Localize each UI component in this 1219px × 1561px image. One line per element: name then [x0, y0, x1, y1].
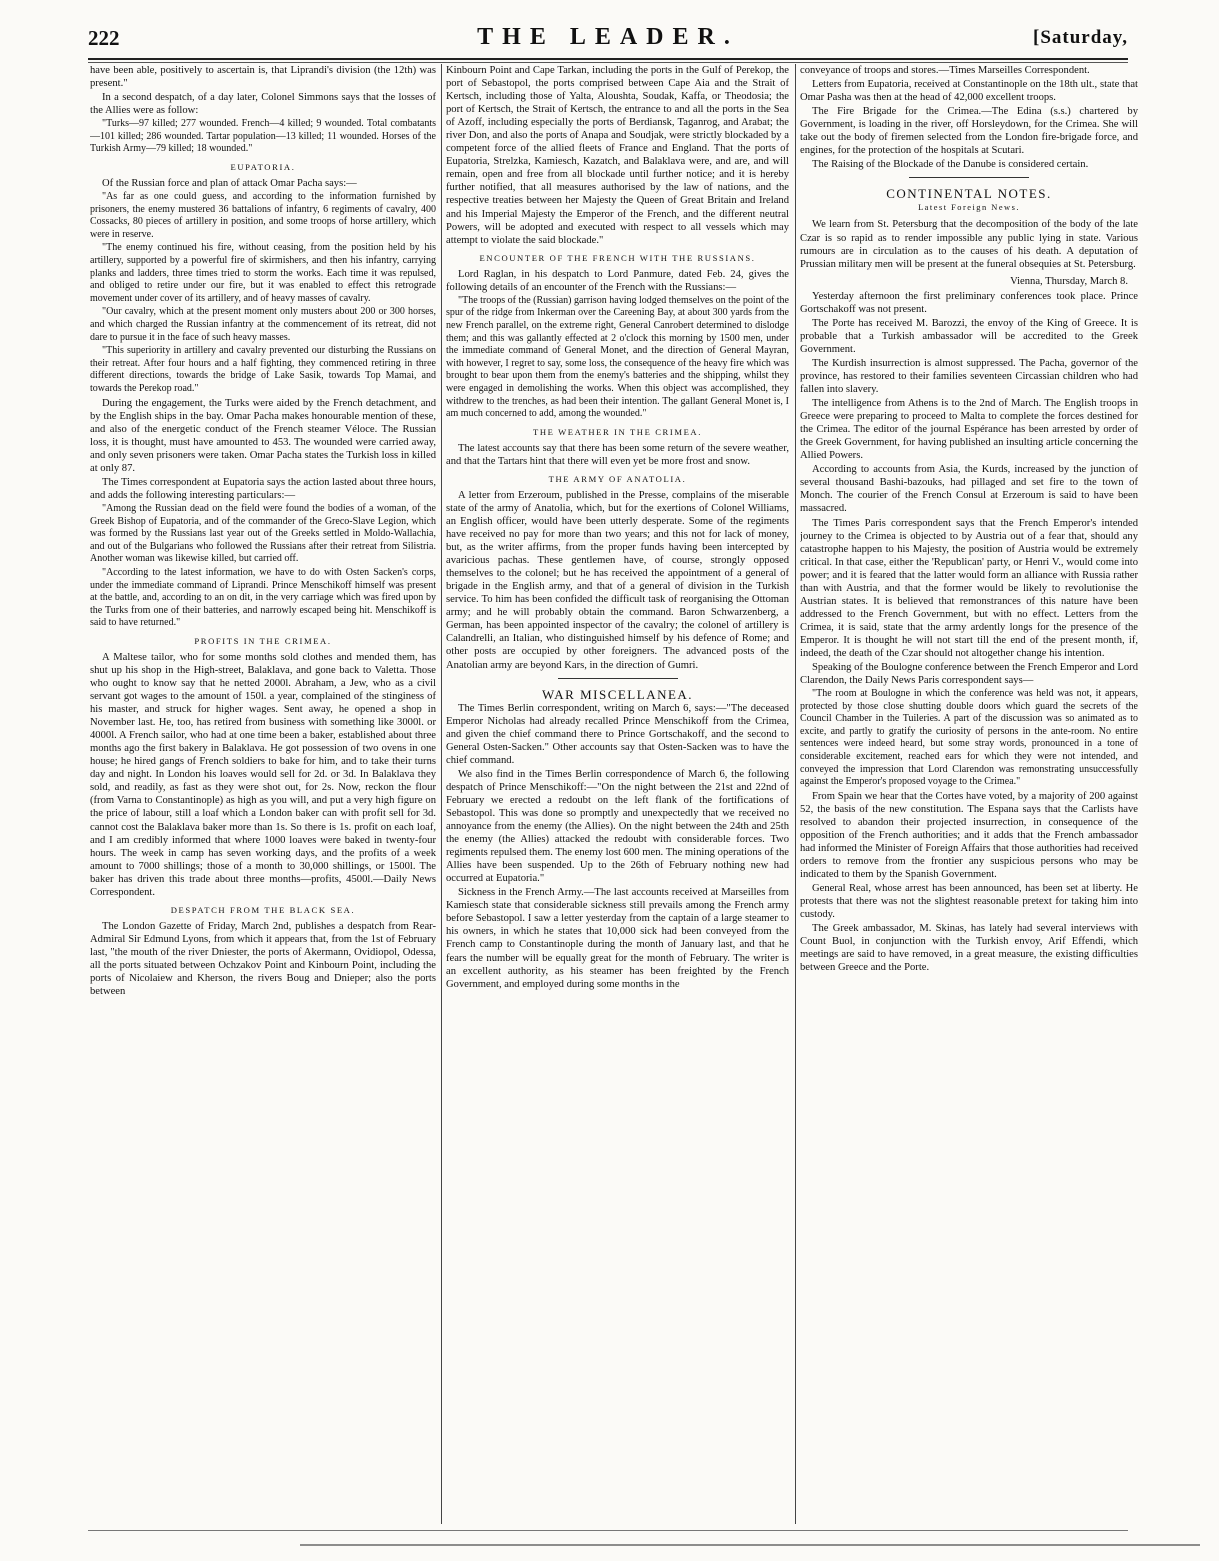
quote: "Turks—97 killed; 277 wounded. French—4 killed; 9 wounded. Total combatants—101 killed; 286 wounded. Tartar population—13 killed; 11 wounded. Horses of the Turkish Army—79 killed; 18 wounded." — [90, 118, 436, 155]
page-number: 222 — [88, 26, 120, 50]
column-2 — [446, 64, 789, 1504]
quote: "As far as one could guess, and according to the information furnished by prisoners, the enemy mustered 36 battalions of infantry, 6 regiments of cavalry, 400 Cossacks, 80 pieces of artillery in position, and some troops of horse artillery, which were in reserve. — [90, 191, 436, 240]
paragraph: Kinbourn Point and Cape Tarkan, including the ports in the Gulf of Perekop, the port of Sebastopol, the ports comprised between Cape Aia and the Strait of Kertsch, including those of Yalta, Aloushta, Soudak, Kaffa, or Theodosia; the port of Kertsch, the Strait of Kertsch, the entrance to and all the ports in the Sea of Azoff, including especially the ports of Berdiansk, Taganrog, and Arabat; the river Don, and also the ports of Anapa and Soudjak, were strictly blockaded by a competent force of the allied fleets of France and England. That the ports of Eupatoria, Strelzka, Kamiesch, Kazatch, and Balaklava were, and are, and will remain, open and free from all blockade until further notice; and it is hereby further notified, that all measures authorised by the law of nations, and the respective treaties between her Majesty the Queen of Great Britain and Ireland and his Imperial Majesty the Emperor of the French, and the different neutral Powers, will be adopted and executed with respect to all vessels which may attempt to violate the said blockade." — [446, 65, 789, 246]
column-3 — [800, 64, 1138, 1504]
header-rule — [88, 58, 1128, 60]
section-heading: DESPATCH FROM THE BLACK SEA. — [170, 904, 356, 915]
paragraph: We learn from St. Petersburg that the decomposition of the body of the late Czar is so rapid as to render impossible any public lying in state. Various rumours are in circulation as to the causes of his death. A deputation of Prussian military men will be present at the funeral obsequies at St. Petersburg. — [800, 219, 1138, 270]
quote: "Among the Russian dead on the field were found the bodies of a woman, of the Greek Bishop of Eupatoria, and of the commander of the Greco-Slave Legion, which was formed by the Russians last year out of the Greeks settled in Moldo-Wallachia, and out of the Bulgarians who followed the Russians after their retreat from Silistria. Another woman was likewise killed, but carried off. — [90, 502, 436, 565]
section-heading: THE ARMY OF ANATOLIA. — [548, 473, 687, 484]
column-1 — [90, 64, 436, 1504]
section-heading: ENCOUNTER OF THE FRENCH WITH THE RUSSIANS. — [479, 252, 756, 263]
footer-rule — [88, 1530, 1128, 1531]
masthead-title: THE LEADER. — [477, 24, 739, 50]
section-divider — [558, 678, 678, 679]
paragraph: The Kurdish insurrection is almost suppressed. The Pacha, governor of the province, has restored to their families seventeen Circassian children who had fallen into slavery. — [800, 357, 1138, 396]
paragraph: have been able, positively to ascertain is, that Liprandi's division (the 12th) was present." — [90, 65, 436, 90]
quote: "Our cavalry, which at the present moment only musters about 200 or 300 horses, and which charged the Russian infantry at the commencement of its retreat, did not dare to pursue it in the face of such heavy masses. — [90, 306, 436, 343]
paragraph: Yesterday afternoon the first preliminary conferences took place. Prince Gortschakoff was not present. — [800, 290, 1138, 315]
section-heading: PROFITS IN THE CRIMEA. — [194, 635, 332, 646]
paragraph: According to accounts from Asia, the Kurds, increased by the junction of several thousand Bashi-bazouks, had pillaged and set fire to the town of Monch. The courier of the French Consul at Erzeroum is said to have been massacred. — [800, 464, 1138, 515]
paragraph: The Times Paris correspondent says that the French Emperor's intended journey to the Crimea is objected to by Austria out of a fear that, should any catastrophe happen to his Majesty, the position of Austria would be extremely critical. In that case, either the 'Republican' party, or Henri V., would come into power; and it is feared that the latter would form an alliance with Russia rather than with Austria, and that the former would be likely to revolutionise the Austrian states. It is believed that remonstrances of this nature have been addressed to the French Government, but with no effect. Letters from the Crimea, it is said, state that the army ardently longs for the presence of the Emperor. It is thought he will not start till the end of the present month, if, indeed, the death of the Czar should not altogether change his intention. — [800, 517, 1138, 659]
paragraph: conveyance of troops and stores.—Times Marseilles Correspondent. — [800, 65, 1090, 76]
dateline: Vienna, Thursday, March 8. — [1010, 275, 1128, 287]
paragraph: The Raising of the Blockade of the Danube is considered certain. — [812, 159, 1089, 171]
paragraph: We also find in the Times Berlin correspondence of March 6, the following despatch of Prince Menschikoff:—"On the night between the 21st and 22nd of February we erected a redoubt on the left flank of the fortifications of Sebastopol. This was done so promptly and unexpectedly that we received no annoyance from the enemy (the Allies). On the night between the 24th and 25th the enemy (the Allies) attacked the redoubt with considerable forces. Two regiments repulsed them. The enemy lost 600 men. The mining operations of the Allies have been suspended. Up to the 26th of February nothing new had occurred at Eupatoria." — [446, 768, 789, 885]
paragraph: The Times correspondent at Eupatoria says the action lasted about three hours, and adds the following interesting particulars:— — [90, 476, 436, 501]
quote: "This superiority in artillery and cavalry prevented our disturbing the Russians on their retreat. After four hours and a half fighting, they commenced retiring in three different directions, towards the bridge of Lake Sasik, towards Top Mamai, and towards the Perekop road." — [90, 345, 436, 394]
paragraph: Letters from Eupatoria, received at Constantinople on the 18th ult., state that Omar Pasha was then at the head of 42,000 excellent troops. — [800, 79, 1138, 104]
paragraph: The latest accounts say that there has been some return of the severe weather, and that the Tartars hint that there will even yet be more frost and snow. — [446, 442, 789, 467]
section-title: WAR MISCELLANEA. — [541, 686, 694, 702]
paragraph: The Times Berlin correspondent, writing on March 6, says:—"The deceased Emperor Nicholas had already recalled Prince Menschikoff from the Crimea, and given the chief command there to Prince Gortschakoff, and the second to General Osten-Sacken." Other accounts say that Osten-Sacken was to have the chief command. — [446, 702, 789, 766]
section-title: CONTINENTAL NOTES. — [886, 186, 1052, 202]
paragraph: The London Gazette of Friday, March 2nd, publishes a despatch from Rear-Admiral Sir Edmund Lyons, from which it appears that, from the 1st of February last, "the mouth of the river Dniester, the ports of Akermann, Ovidiopol, Odessa, all the ports situated between Ochzakov Point and Kinbourn Point, including the ports of Nicolaiew and Kherson, the rivers Boug and Dnieper; also the ports between — [90, 920, 436, 998]
issue-date: [Saturday, — [1033, 27, 1128, 48]
footer-rule-thick — [300, 1544, 1200, 1546]
section-subtitle: Latest Foreign News. — [918, 203, 1020, 213]
paragraph: A Maltese tailor, who for some months sold clothes and mended them, has shut up his shop in the High-street, Balaklava, and gone back to Valetta. Those who ought to know say that he netted 2000l. Abraham, a Jew, who as a civil servant got wages to the amount of 150l. a year, complained of the stinginess of his master, and struck for higher wages. Sent away, he opened a shop in November last. He, too, has retired from business with something like 3000l. or 4000l. A French sailor, who had at one time been a baker, established about three months ago the first bakery in Balaklava. He got possession of two ovens in one house; he hired gangs of French soldiers to bake for him, and to take their turns day and night. In London his loaves would sell for 2d. or 3d. In Balaklava they sold, and readily, as fast as they were shot out, for 2s. Now, reckon the flour (from Varna to Constantinople) as high as you will, and put a very high figure on the price of labour, still a loaf which a London baker can with profit sell for 3d. cannot cost the Balaklava baker more than 1s. So there is 1s. profit on each loaf, and I am credibly informed that where 1000 loaves were baked in twenty-four hours. The week in camp has seven working days, and the profits of a week amount to 7000 shillings; those of a month to 30,000 shillings, or 1500l. The baker has driven this trade about three months—profits, 4500l.—Daily News Correspondent. — [90, 651, 436, 898]
paragraph: In a second despatch, of a day later, Colonel Simmons says that the losses of the Allies were as follow: — [90, 92, 436, 117]
quote: "The enemy continued his fire, without ceasing, from the position held by his artillery, supported by a powerful fire of skirmishers, and then his infantry, carrying planks and ladders, three times tried to storm the works. Each time it was repulsed, and obliged to retire under our fire, but it was enabled to effect this retrograde movement under cover of its artillery, and of heavy masses of cavalry. — [90, 242, 436, 304]
paragraph: The Porte has received M. Barozzi, the envoy of the King of Greece. It is probable that a Turkish ambassador will be accredited to the Greek Government. — [800, 317, 1138, 355]
paragraph: Of the Russian force and plan of attack Omar Pacha says:— — [102, 178, 357, 190]
paragraph: The Greek ambassador, M. Skinas, has lately had several interviews with Count Buol, in conjunction with the Turkish envoy, Arif Effendi, which meetings are said to have removed, in a great measure, the existing difficulties between Greece and the Porte. — [800, 923, 1138, 974]
column-divider — [441, 64, 442, 1524]
paragraph: Lord Raglan, in his despatch to Lord Panmure, dated Feb. 24, gives the following details of an encounter of the French with the Russians:— — [446, 268, 789, 293]
section-heading: THE WEATHER IN THE CRIMEA. — [533, 426, 702, 437]
paragraph: The Fire Brigade for the Crimea.—The Edina (s.s.) chartered by Government, is loading in the river, off Horsleydown, for the Crimea. She will take out the body of firemen selected from the London fire-brigade force, and engines, for the protection of the hospitals at Scutari. — [800, 106, 1138, 157]
quote: "The room at Boulogne in which the conference was held was not, it appears, protected by those close shutting double doors which guard the secrets of the Council Chamber in the Tuileries. A part of the discussion was so animated as to excite, and partly to gratify the curiosity of persons in the ante-room. No entire sentences were indeed heard, but some stray words, pronounced in a tone of considerable excitement, reached ears for which they were not intended, and conveyed the impression that Lord Clarendon was remonstrating unsuccessfully against the Emperor's proposed voyage to the Crimea." — [800, 688, 1138, 788]
quote: "The troops of the (Russian) garrison having lodged themselves on the point of the spur of the ridge from Inkerman over the Careening Bay, at about 300 yards from the new French parallel, on the extreme right, General Canrobert determined to dislodge them; and this was gallantly effected at 2 o'clock this morning by 1500 men, under the immediate command of General Monet, and the direction of General Mayran, with however, I regret to say, some loss, the consequence of the heavy fire which was brought to bear upon them from the enemy's batteries and the shipping, whilst they were engaged in demolishing the works. When this object was accomplished, they withdrew to the trenches, as had been their intention. The gallant General Monet is, I am much concerned to add, among the wounded." — [446, 294, 789, 420]
paragraph: A letter from Erzeroum, published in the Presse, complains of the miserable state of the army of Anatolia, which, but for the exertions of Colonel Williams, an English officer, would have been utterly desperate. Some of the regiments have received no pay for more than two years; and this not for lack of money, but, as the writer affirms, from the proper funds having been intercepted by avaricious pachas. These gentlemen have, of course, strongly opposed themselves to the colonel; but he has received the appointment of a general of brigade in the English army, and that of a general of division in the Turkish service. To him has been confided the difficult task of reorganising the Ottoman army; and he will probably obtain the command. Baron Schwarzenberg, a German, has been appointed inspector of the cavalry; the colonel of artillery is Calandrelli, an Italian, who distinguished himself by his defence of Rome; and other posts are occupied by other foreigners. The advanced posts of the Anatolian army are beyond Kars, in the direction of Gumri. — [446, 489, 789, 671]
paragraph: During the engagement, the Turks were aided by the French detachment, and by the English ships in the bay. Omar Pacha makes honourable mention of these, and also of the energetic conduct of the French steamer Véloce. The Russian loss, it is thought, must have amounted to 453. The wounded were carried away, and only seven prisoners were taken. Omar Pacha states the Turkish loss in killed at only 87. — [90, 397, 436, 474]
paragraph: Speaking of the Boulogne conference between the French Emperor and Lord Clarendon, the Daily News Paris correspondent says— — [800, 662, 1138, 687]
paragraph: General Real, whose arrest has been announced, has been set at liberty. He protests that there was not the slightest reasonable pretext for taking him into custody. — [800, 883, 1138, 921]
paragraph: The intelligence from Athens is to the 2nd of March. The English troops in Greece were preparing to proceed to Malta to complete the forces destined for the Crimea. The editor of the journal Espérance has been arrested by order of the Greek Government, for having published an insulting article concerning the Allied Powers. — [800, 398, 1138, 462]
section-heading: EUPATORIA. — [230, 161, 296, 172]
column-divider — [795, 64, 796, 1524]
quote: "According to the latest information, we have to do with Osten Sacken's corps, under the immediate command of Liprandi. Prince Menschikoff himself was present at the battle, and, according to an on dit, in the very carriage which was fired upon by the Turks from one of their batteries, and narrowly escaped being hit. Menschikoff is said to have returned." — [90, 566, 436, 629]
section-divider — [909, 177, 1029, 178]
paragraph: From Spain we hear that the Cortes have voted, by a majority of 200 against 52, the basis of the new constitution. The Espana says that the Carlists have resolved to abandon their projected insurrection, in consequence of the opposition of the French authorities; and it adds that the French ambassador had informed the Minister of Foreign Affairs that those authorities had received orders to remove from the frontier any suspicious persons who may be indicated to them by the Spanish Government. — [800, 790, 1138, 881]
page-header — [88, 24, 1128, 54]
paragraph: Sickness in the French Army.—The last accounts received at Marseilles from Kamiesch state that considerable sickness still prevails among the French army before Sebastopol. I saw a letter yesterday from the captain of a large steamer to his owners, in which he states that 10,000 sick had been conveyed from the French camp to Constantinople during the month of January last, and that he fears the number will be equally great for the month of February. The writer is an excellent authority, as his steamer has been freighted by the French Government, and employed during some months in the — [446, 887, 789, 990]
header-rule-thin — [88, 62, 1128, 63]
